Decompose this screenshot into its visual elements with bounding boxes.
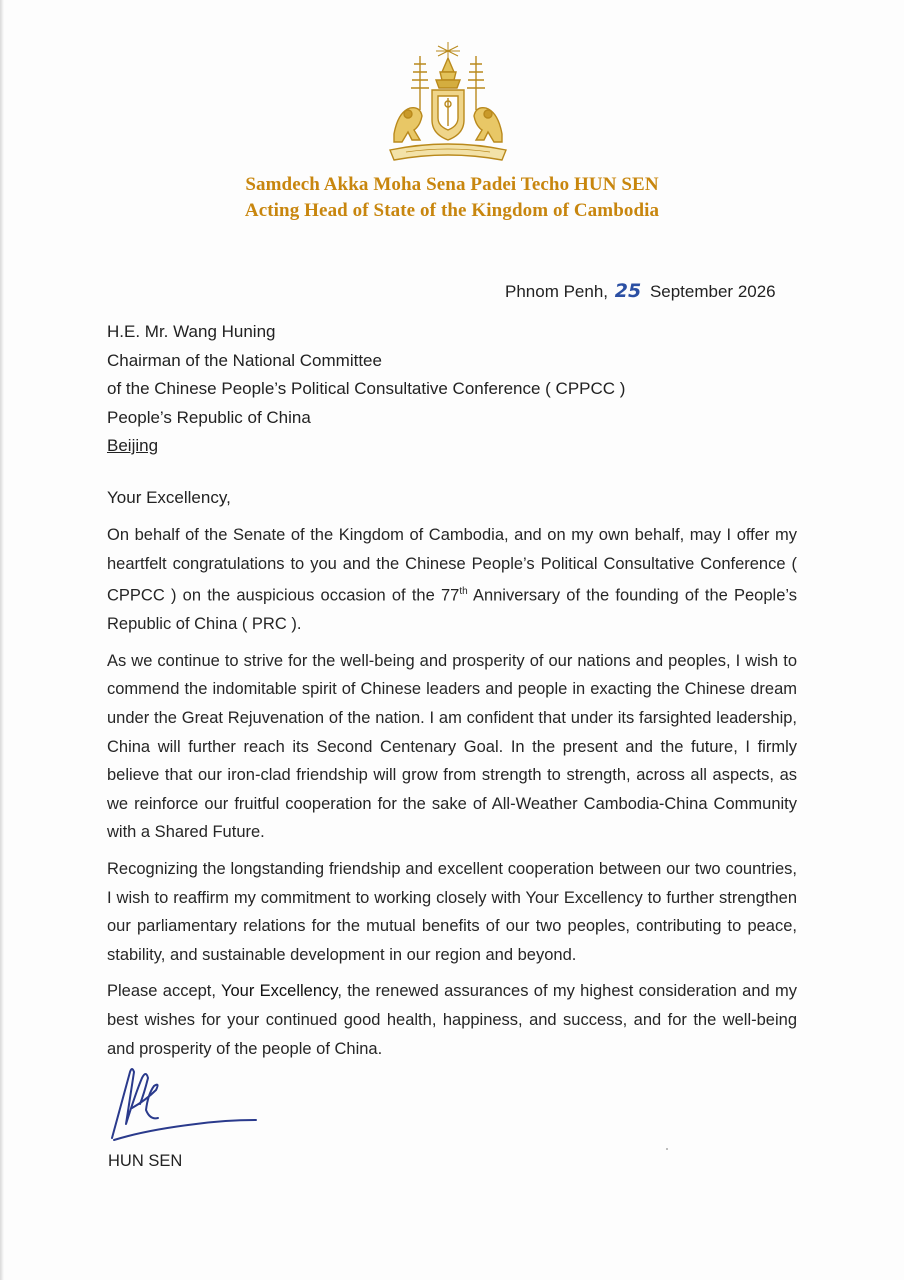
date-month-year: September 2026	[649, 282, 776, 301]
date-city: Phnom Penh,	[505, 282, 609, 301]
paragraph-4-text-a: Please accept,	[107, 982, 221, 1001]
sender-name-title: Samdech Akka Moha Sena Padei Techo HUN SEN	[245, 174, 659, 195]
letter-body	[107, 521, 797, 1071]
recipient-address-block	[107, 318, 625, 461]
paragraph-3: Recognizing the longstanding friendship and excellent cooperation between our two countries, I wish to reaffirm my commitment to working closely with Your Excellency to further strengthen our parliamentary relations for the mutual benefits of our two peoples, contributing to peace, stability, and sustainable development in our region and beyond.	[107, 860, 797, 964]
paragraph-2: As we continue to strive for the well-being and prosperity of our nations and peoples, I wish to commend the indomitable spirit of Chinese leaders and people in exacting the Chinese dream under the Great Rejuvenation of the nation. I am confident that under its farsighted leadership, China will further reach its Second Centenary Goal. In the present and the future, I firmly believe that our iron-clad friendship will grow from strength to strength, across all aspects, as we reinforce our fruitful cooperation for the sake of All-Weather Cambodia-China Community with a Shared Future.	[107, 651, 797, 842]
signature-icon	[106, 1064, 266, 1148]
sender-office-title: Acting Head of State of the Kingdom of Cambodia	[244, 200, 660, 221]
signer-name: HUN SEN	[108, 1152, 183, 1170]
salutation: Your Excellency,	[107, 488, 231, 507]
recipient-name: H.E. Mr. Wang Huning	[107, 322, 276, 341]
recipient-organization: of the Chinese People’s Political Consultative Conference ( CPPCC )	[107, 379, 626, 398]
recipient-country: People’s Republic of China	[107, 407, 311, 427]
paragraph-1-text-b: Anniversary of the founding of the People’s Republic of China ( PRC ).	[107, 586, 797, 634]
royal-emblem-icon	[380, 38, 516, 166]
paragraph-4-text-b: , the renewed assurances of my highest consideration and my best wishes for your continued good health, happiness, and success, and for the well-being and prosperity of the people of China.	[107, 982, 797, 1058]
date-line	[505, 280, 776, 302]
recipient-title: Chairman of the National Committee	[107, 350, 382, 370]
scan-speck	[666, 1148, 668, 1150]
date-day-handwritten: 25	[614, 280, 642, 302]
paragraph-4	[107, 977, 797, 1063]
ordinal-suffix: th	[459, 586, 468, 598]
paragraph-1	[107, 521, 797, 639]
paragraph-4-emphasis: Your Excellency	[221, 982, 338, 1001]
recipient-city: Beijing	[107, 436, 159, 455]
paragraph-1-text-a: On behalf of the Senate of the Kingdom of Cambodia, and on my own behalf, may I offer my heartfelt congratulations to you and the Chinese People’s Political Consultative Conference ( CPPCC ) on the auspicious occasion of the 77	[107, 526, 797, 605]
